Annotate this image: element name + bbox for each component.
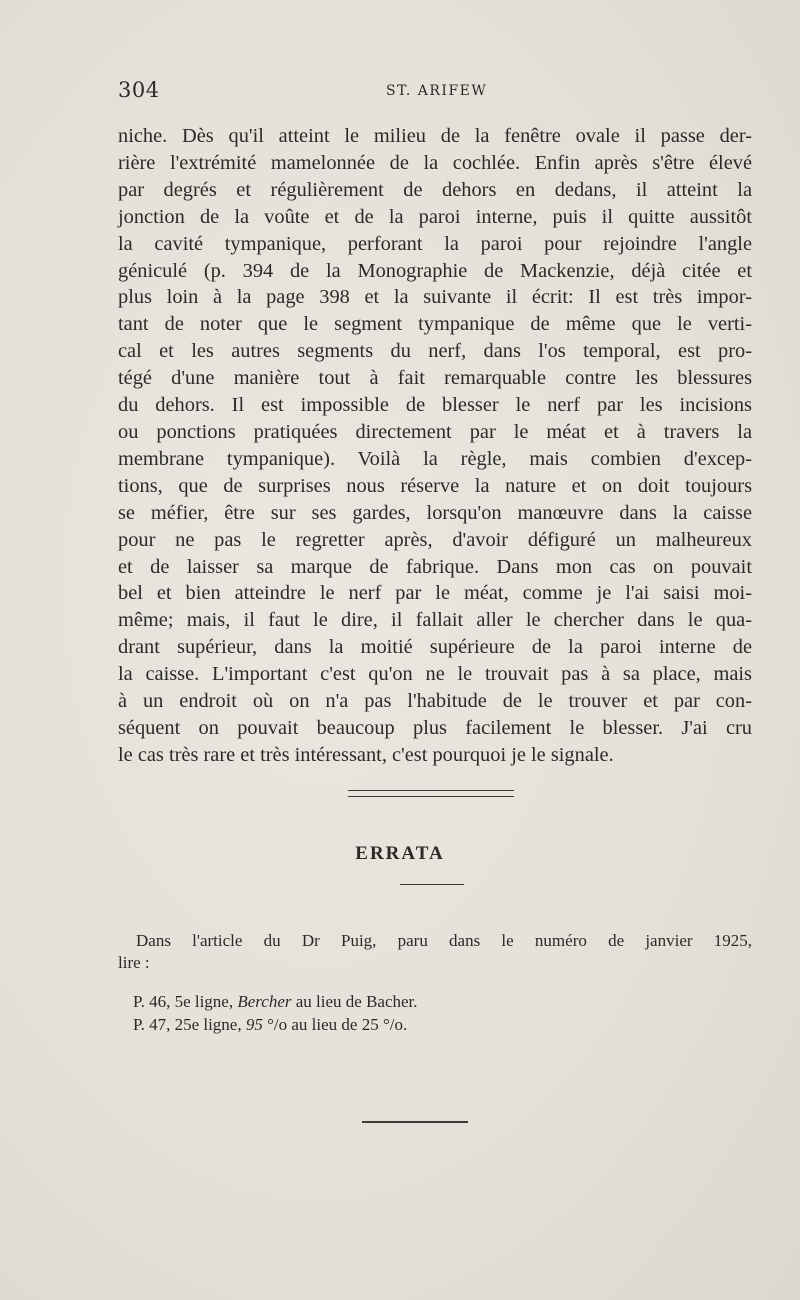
correction-item xyxy=(133,1013,752,1036)
correction-suffix: au lieu de Bacher. xyxy=(291,992,418,1011)
text-line: du dehors. Il est impossible de blesser le nerf par les incisions xyxy=(118,394,752,417)
title-underline xyxy=(400,884,464,885)
correction-suffix: °/o au lieu de 25 °/o. xyxy=(262,1015,408,1034)
text-line: géniculé (p. 394 de la Monographie de Mackenzie, déjà citée et xyxy=(118,259,752,282)
text-line: pour ne pas le regretter après, d'avoir défiguré un malheureux xyxy=(118,528,752,551)
text-line: tégé d'une manière tout à fait remarquable contre les blessures xyxy=(118,367,752,390)
text-line: cal et les autres segments du nerf, dans l'os temporal, est pro- xyxy=(118,340,752,363)
correction-prefix: P. 46, 5e ligne, xyxy=(133,992,238,1011)
text-line: membrane tympanique). Voilà la règle, mais combien d'excep- xyxy=(118,447,752,470)
text-line: drant supérieur, dans la moitié supérieure de la paroi interne de xyxy=(118,636,752,659)
text-line: rière l'extrémité mamelonnée de la cochlée. Enfin après s'être élevé xyxy=(118,151,752,174)
text-line: bel et bien atteindre le nerf par le méat, comme je l'ai saisi moi- xyxy=(118,582,752,605)
errata-corrections xyxy=(133,990,752,1036)
text-line: jonction de la voûte et de la paroi interne, puis il quitte aussitôt xyxy=(118,205,752,228)
text-line: tions, que de surprises nous réserve la nature et on doit toujours xyxy=(118,474,752,497)
text-line: niche. Dès qu'il atteint le milieu de la fenêtre ovale il passe der- xyxy=(118,125,752,147)
text-line: séquent on pouvait beaucoup plus facilement le blesser. J'ai cru xyxy=(118,716,752,739)
errata-intro xyxy=(118,930,752,974)
page-header xyxy=(118,78,752,108)
correction-italic: 95 xyxy=(245,1015,263,1034)
text-line: la caisse. L'important c'est qu'on ne le trouvait pas à sa place, mais xyxy=(118,663,752,686)
section-divider xyxy=(348,790,514,797)
text-line: même; mais, il faut le dire, il fallait aller le chercher dans le qua- xyxy=(118,609,752,632)
running-title: ST. ARIFEW xyxy=(386,83,488,99)
errata-intro-line: lire : xyxy=(118,953,150,972)
correction-prefix: P. 47, 25e ligne, xyxy=(133,1015,246,1034)
text-line: par degrés et régulièrement de dehors en dedans, il atteint la xyxy=(118,178,752,201)
text-line: tant de noter que le segment tympanique de même que le verti- xyxy=(118,313,752,336)
text-line: et de laisser sa marque de fabrique. Dans mon cas on pouvait xyxy=(118,555,752,578)
page-number: 304 xyxy=(118,78,160,102)
text-line: la cavité tympanique, perforant la paroi pour rejoindre l'angle xyxy=(118,232,752,255)
text-line: ou ponctions pratiquées directement par le méat et à travers la xyxy=(118,420,752,443)
errata-intro-line: Dans l'article du Dr Puig, paru dans le numéro de janvier 1925, xyxy=(136,931,752,950)
text-line: plus loin à la page 398 et la suivante il écrit: Il est très impor- xyxy=(118,286,752,309)
correction-item xyxy=(133,990,752,1013)
text-line: à un endroit où on n'a pas l'habitude de le trouver et par con- xyxy=(118,690,752,713)
text-line: se méfier, être sur ses gardes, lorsqu'on manœuvre dans la caisse xyxy=(118,501,752,524)
body-paragraph xyxy=(118,123,752,769)
text-line: le cas très rare et très intéressant, c'est pourquoi je le signale. xyxy=(118,743,614,766)
errata-title: ERRATA xyxy=(355,843,445,864)
correction-italic: Bercher xyxy=(237,992,292,1011)
end-rule xyxy=(362,1121,468,1123)
